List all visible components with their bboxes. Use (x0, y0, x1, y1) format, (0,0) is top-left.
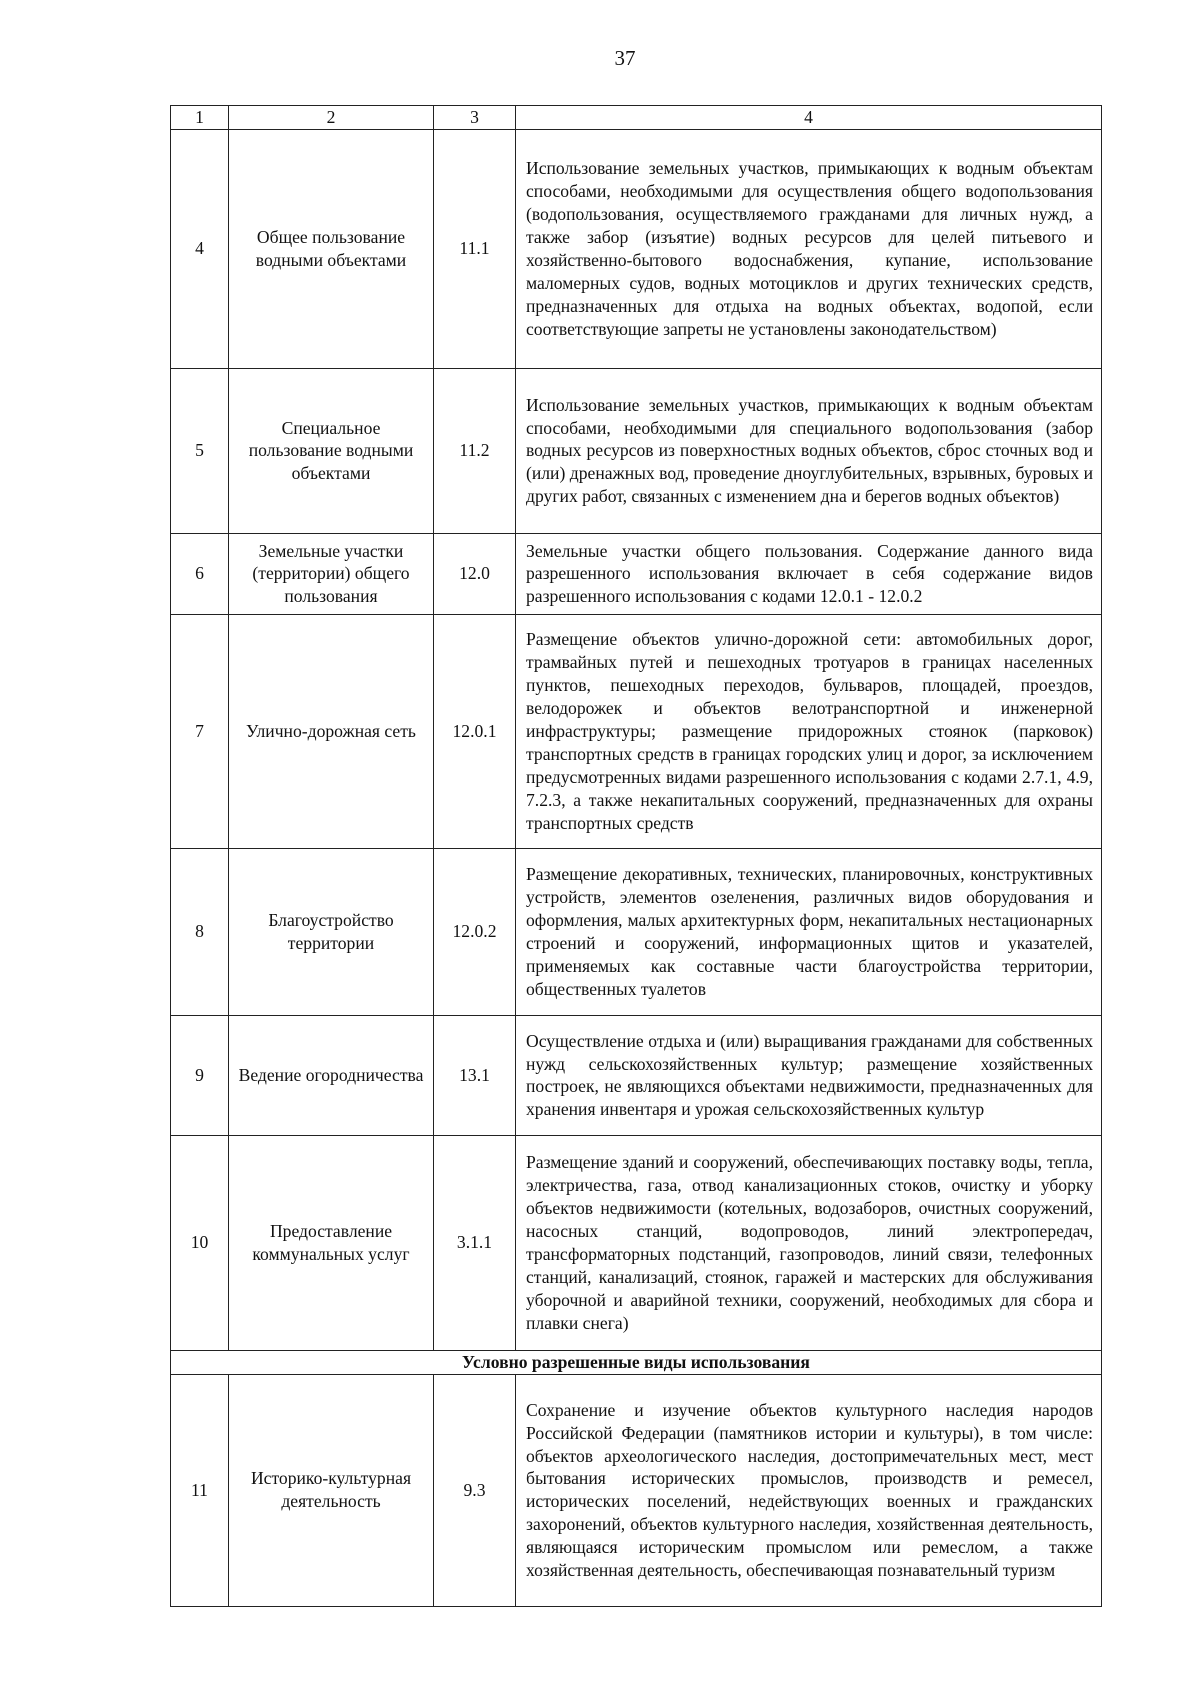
section-header-row (171, 1350, 1102, 1374)
column-header: 3 (434, 106, 516, 130)
use-type-description: Размещение декоративных, технических, планировочных, конструктивных устройств, элементов озеленения, различных видов оборудования и оформления, малых архитектурных форм, некапитальных нестационарных строений и сооружений, информационных щитов и указателей, применяемых как составные части благоустройства территории, общественных туалетов (516, 848, 1102, 1015)
table-header-row (171, 106, 1102, 130)
row-number: 4 (171, 129, 229, 368)
table-row (171, 129, 1102, 368)
column-header: 1 (171, 106, 229, 130)
column-header: 2 (229, 106, 434, 130)
row-number: 7 (171, 614, 229, 848)
use-type-description: Размещение зданий и сооружений, обеспечивающих поставку воды, тепла, электричества, газа, отвод канализационных стоков, очистку и уборку объектов недвижимости (котельных, водозаборов, очистных сооружений, насосных станций, водопроводов, линий электропередач, трансформаторных подстанций, газопроводов, линий связи, телефонных станций, канализаций, стоянок, гаражей и мастерских для обслуживания уборочной и аварийной техники, сооружений, необходимых для сбора и плавки снега) (516, 1135, 1102, 1350)
table-row (171, 1015, 1102, 1135)
use-type-name: Специальное пользование водными объектами (229, 368, 434, 533)
land-use-table (170, 105, 1102, 1607)
table-row (171, 848, 1102, 1015)
use-type-description: Земельные участки общего пользования. Содержание данного вида разрешенного использования включает в себя содержание видов разрешенного использования с кодами 12.0.1 - 12.0.2 (516, 533, 1102, 614)
section-title: Условно разрешенные виды использования (171, 1350, 1102, 1374)
use-type-code: 13.1 (434, 1015, 516, 1135)
column-header: 4 (516, 106, 1102, 130)
table-row (171, 533, 1102, 614)
use-type-description: Осуществление отдыха и (или) выращивания гражданами для собственных нужд сельскохозяйственных культур; размещение хозяйственных построек, не являющихся объектами недвижимости, предназначенных для хранения инвентаря и урожая сельскохозяйственных культур (516, 1015, 1102, 1135)
row-number: 6 (171, 533, 229, 614)
table-row (171, 1135, 1102, 1350)
use-type-code: 11.1 (434, 129, 516, 368)
table-row (171, 614, 1102, 848)
row-number: 8 (171, 848, 229, 1015)
use-type-code: 3.1.1 (434, 1135, 516, 1350)
table-row (171, 368, 1102, 533)
row-number: 5 (171, 368, 229, 533)
use-type-code: 11.2 (434, 368, 516, 533)
row-number: 9 (171, 1015, 229, 1135)
table-row (171, 1374, 1102, 1606)
use-type-name: Общее пользование водными объектами (229, 129, 434, 368)
use-type-description: Использование земельных участков, примыкающих к водным объектам способами, необходимыми для специального водопользования (забор водных ресурсов из поверхностных водных объектов, сброс сточных вод и (или) дренажных вод, проведение дноуглубительных, взрывных, буровых и других работ, связанных с изменением дна и берегов водных объектов) (516, 368, 1102, 533)
use-type-description: Размещение объектов улично-дорожной сети: автомобильных дорог, трамвайных путей и пешеходных тротуаров в границах населенных пунктов, пешеходных переходов, бульваров, площадей, проездов, велодорожек и объектов велотранспортной и инженерной инфраструктуры; размещение придорожных стоянок (парковок) транспортных средств в границах городских улиц и дорог, за исключением предусмотренных видами разрешенного использования с кодами 2.7.1, 4.9, 7.2.3, а также некапитальных сооружений, предназначенных для охраны транспортных средств (516, 614, 1102, 848)
use-type-code: 12.0.2 (434, 848, 516, 1015)
use-type-description: Сохранение и изучение объектов культурного наследия народов Российской Федерации (памятников истории и культуры), в том числе: объектов археологического наследия, достопримечательных мест, мест бытования исторических промыслов, производств и ремесел, исторических поселений, недействующих военных и гражданских захоронений, объектов культурного наследия, хозяйственная деятельность, являющаяся историческим промыслом или ремеслом, а также хозяйственная деятельность, обеспечивающая познавательный туризм (516, 1374, 1102, 1606)
use-type-code: 12.0.1 (434, 614, 516, 848)
page-number: 37 (614, 46, 636, 70)
use-type-description: Использование земельных участков, примыкающих к водным объектам способами, необходимыми для осуществления общего водопользования (водопользования, осуществляемого гражданами для личных нужд, а также забор (изъятие) водных ресурсов для целей питьевого и хозяйственно-бытового водоснабжения, купание, использование маломерных судов, водных мотоциклов и других технических средств, предназначенных для отдыха на водных объектах, водопой, если соответствующие запреты не установлены законодательством) (516, 129, 1102, 368)
use-type-code: 9.3 (434, 1374, 516, 1606)
use-type-name: Историко-культурная деятельность (229, 1374, 434, 1606)
use-type-name: Улично-дорожная сеть (229, 614, 434, 848)
use-type-code: 12.0 (434, 533, 516, 614)
use-type-name: Ведение огородничества (229, 1015, 434, 1135)
use-type-name: Благоустройство территории (229, 848, 434, 1015)
row-number: 11 (171, 1374, 229, 1606)
use-type-name: Предоставление коммунальных услуг (229, 1135, 434, 1350)
use-type-name: Земельные участки (территории) общего пользования (229, 533, 434, 614)
row-number: 10 (171, 1135, 229, 1350)
